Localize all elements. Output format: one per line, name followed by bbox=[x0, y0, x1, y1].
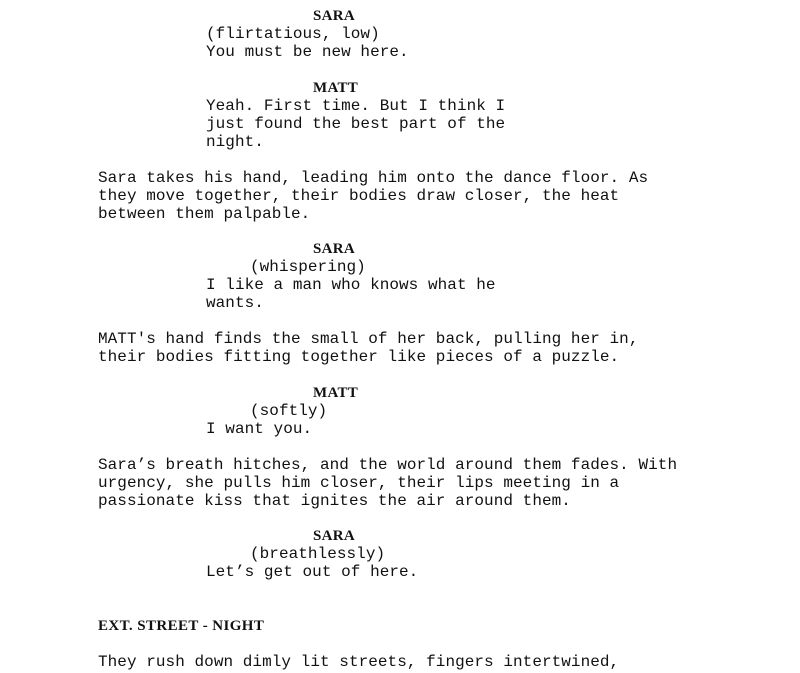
character-name: MATT bbox=[313, 385, 359, 401]
action-line: they move together, their bodies draw closer, the heat bbox=[98, 187, 620, 205]
dialogue-line: I like a man who knows what he bbox=[206, 276, 496, 294]
action-line: Sara takes his hand, leading him onto the dance floor. As bbox=[98, 169, 649, 187]
dialogue-line: Let’s get out of here. bbox=[206, 563, 419, 581]
dialogue-line: just found the best part of the bbox=[206, 115, 506, 133]
character-name: SARA bbox=[313, 241, 356, 257]
dialogue-line: wants. bbox=[206, 294, 264, 312]
action-line: passionate kiss that ignites the air around them. bbox=[98, 492, 571, 510]
character-name: SARA bbox=[313, 528, 356, 544]
dialogue-line: I want you. bbox=[206, 420, 313, 438]
action-line: between them palpable. bbox=[98, 205, 311, 223]
parenthetical: (flirtatious, low) bbox=[206, 25, 380, 43]
dialogue-line: Yeah. First time. But I think I bbox=[206, 97, 506, 115]
dialogue-line: night. bbox=[206, 133, 264, 151]
parenthetical: (breathlessly) bbox=[250, 545, 386, 563]
action-line: urgency, she pulls him closer, their lips meeting in a bbox=[98, 474, 620, 492]
action-line: MATT's hand finds the small of her back, pulling her in, bbox=[98, 330, 639, 348]
action-line: their bodies fitting together like pieces of a puzzle. bbox=[98, 348, 620, 366]
character-name: SARA bbox=[313, 8, 356, 24]
parenthetical: (softly) bbox=[250, 402, 328, 420]
action-line: They rush down dimly lit streets, fingers intertwined, bbox=[98, 653, 620, 671]
action-line: Sara’s breath hitches, and the world around them fades. With bbox=[98, 456, 678, 474]
dialogue-line: You must be new here. bbox=[206, 43, 409, 61]
scene-heading: EXT. STREET - NIGHT bbox=[98, 618, 265, 634]
parenthetical: (whispering) bbox=[250, 258, 366, 276]
character-name: MATT bbox=[313, 80, 359, 96]
